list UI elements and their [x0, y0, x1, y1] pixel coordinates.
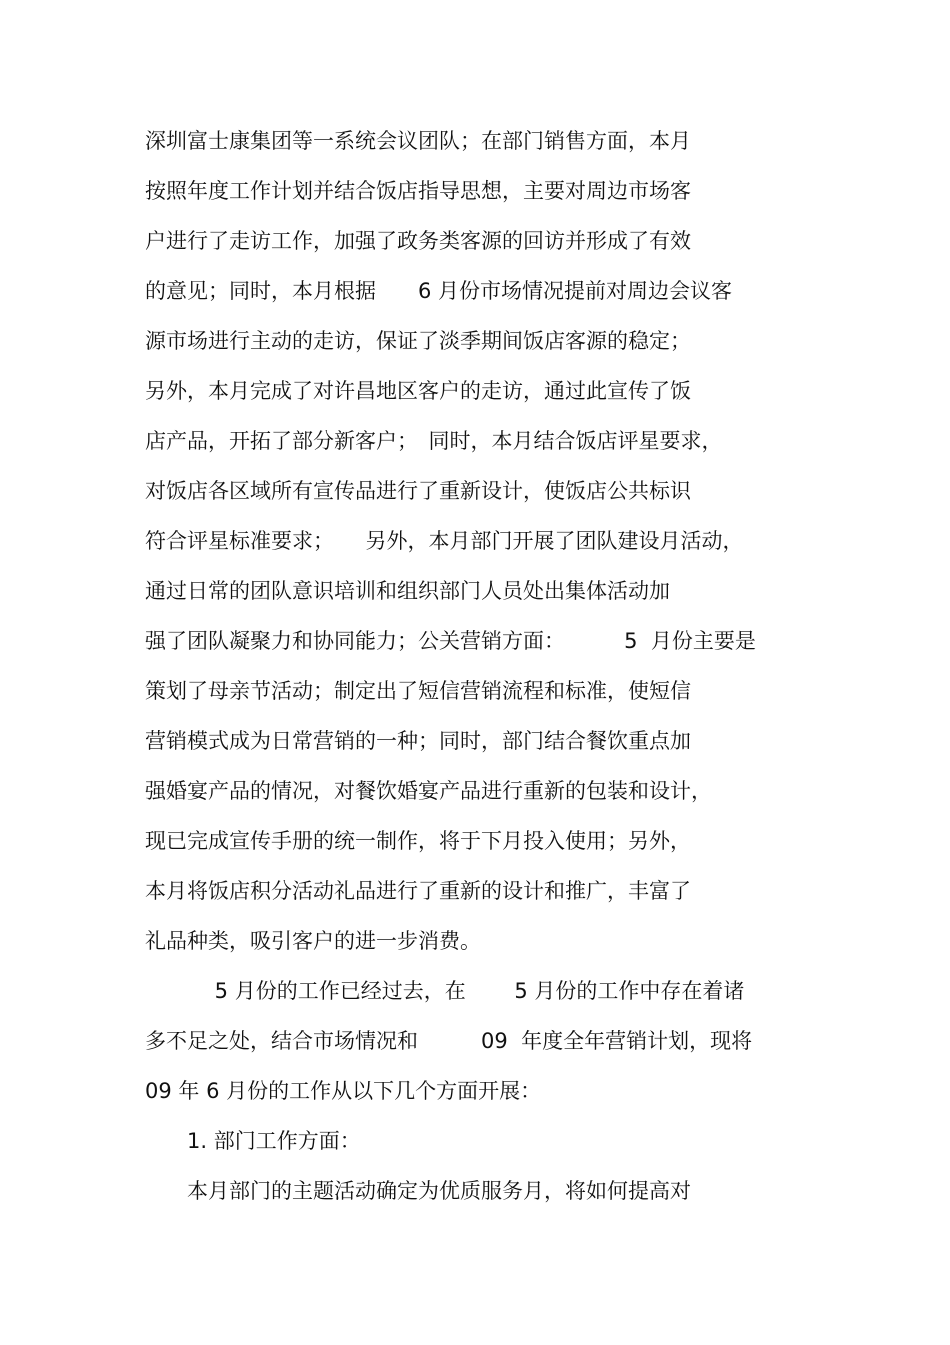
text-line: 本月部门的主题活动确定为优质服务月，将如何提高对	[145, 1179, 691, 1203]
text-line: 1. 部门工作方面：	[145, 1129, 361, 1153]
text-line: 本月将饭店积分活动礼品进行了重新的设计和推广，丰富了	[145, 879, 691, 903]
text-line: 店产品，开拓了部分新客户； 同时，本月结合饭店评星要求，	[145, 429, 723, 453]
text-line: 多不足之处，结合市场情况和 09 年度全年营销计划，现将	[145, 1029, 753, 1053]
text-line: 的意见；同时，本月根据 6 月份市场情况提前对周边会议客	[145, 279, 733, 303]
text-line: 通过日常的团队意识培训和组织部门人员处出集体活动加	[145, 579, 670, 603]
text-line: 现已完成宣传手册的统一制作，将于下月投入使用；另外，	[145, 829, 691, 853]
text-line: 对饭店各区域所有宣传品进行了重新设计，使饭店公共标识	[145, 479, 691, 503]
text-line: 营销模式成为日常营销的一种；同时，部门结合餐饮重点加	[145, 729, 691, 753]
text-line: 09 年 6 月份的工作从以下几个方面开展：	[145, 1079, 542, 1103]
text-line: 按照年度工作计划并结合饭店指导思想，主要对周边市场客	[145, 179, 691, 203]
text-line: 户进行了走访工作，加强了政务类客源的回访并形成了有效	[145, 229, 691, 253]
text-line: 深圳富士康集团等一系统会议团队；在部门销售方面，本月	[145, 129, 691, 153]
text-line: 礼品种类，吸引客户的进一步消费。	[145, 929, 481, 953]
text-line: 5 月份的工作已经过去，在 5 月份的工作中存在着诸	[145, 979, 745, 1003]
text-line: 符合评星标准要求； 另外，本月部门开展了团队建设月活动，	[145, 529, 744, 553]
text-line: 策划了母亲节活动；制定出了短信营销流程和标准，使短信	[145, 679, 691, 703]
text-line: 强了团队凝聚力和协同能力；公关营销方面： 5 月份主要是	[145, 629, 756, 653]
text-line: 另外，本月完成了对许昌地区客户的走访，通过此宣传了饭	[145, 379, 691, 403]
text-line: 强婚宴产品的情况，对餐饮婚宴产品进行重新的包装和设计，	[145, 779, 712, 803]
text-line: 源市场进行主动的走访，保证了淡季期间饭店客源的稳定；	[145, 329, 691, 353]
